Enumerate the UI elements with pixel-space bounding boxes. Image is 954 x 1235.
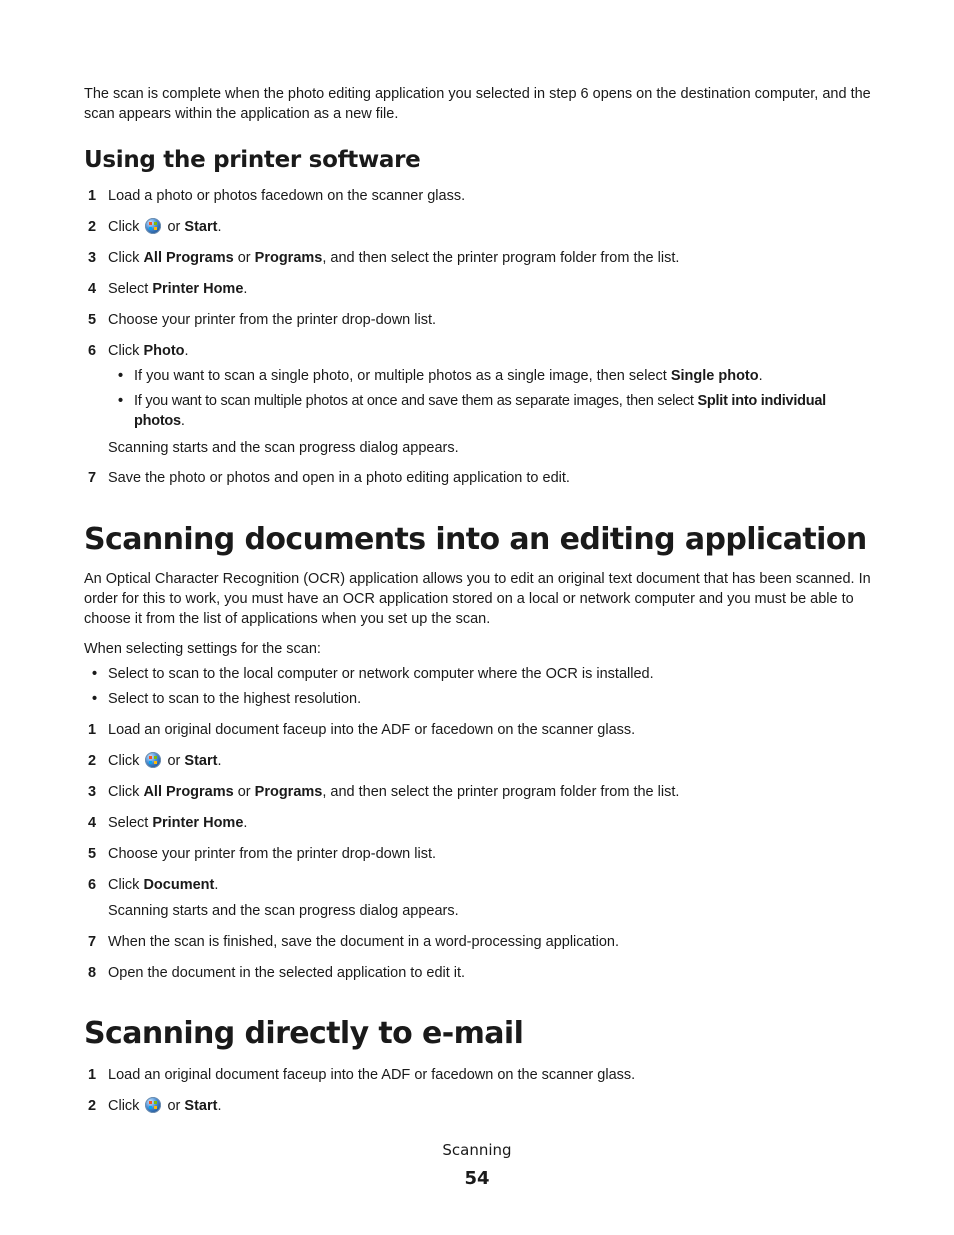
windows-start-orb-icon	[145, 1097, 161, 1113]
settings-lead: When selecting settings for the scan:	[84, 641, 321, 657]
windows-start-orb-icon	[145, 752, 161, 768]
windows-start-orb-icon	[145, 218, 161, 234]
step-6-note: Scanning starts and the scan progress dialog appears.	[108, 440, 459, 456]
section-heading-ocr: Scanning documents into an editing application	[84, 522, 867, 557]
section-heading-printer-software: Using the printer software	[84, 147, 421, 173]
page-number: 54	[464, 1168, 490, 1189]
section-heading-email: Scanning directly to e-mail	[84, 1016, 524, 1051]
footer-chapter-label: Scanning	[442, 1141, 512, 1159]
ocr-intro-paragraph: An Optical Character Recognition (OCR) application allows you to edit an original text document that has been scanned. In order for this to work, you must have an OCR application stored on a local or network computer and you must be able to choose it from the list of applications when you set up the scan.	[84, 571, 871, 627]
intro-paragraph: The scan is complete when the photo editing application you selected in step 6 opens on the destination computer, and the scan appears within the application as a new file.	[84, 86, 871, 122]
step-6-note: Scanning starts and the scan progress dialog appears.	[108, 903, 459, 919]
